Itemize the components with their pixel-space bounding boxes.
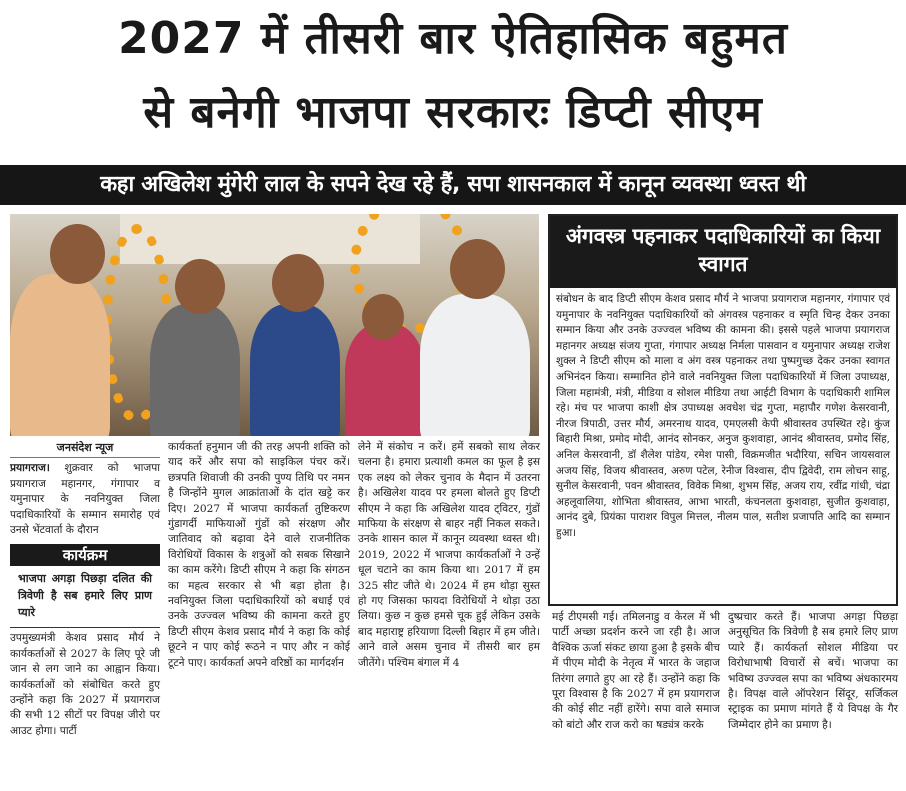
headline-line-1: 2027 में तीसरी बार ऐतिहासिक बहुमत (118, 13, 788, 64)
column-3 (358, 440, 540, 671)
person-woman-head (362, 294, 404, 340)
person-right-white (420, 294, 530, 436)
subheadline: कहा अखिलेश मुंगेरी लाल के सपने देख रहे हैं, सपा शासनकाल में कानून व्यवस्था ध्वस्त थी (0, 165, 906, 205)
column-1 (10, 440, 160, 739)
byline: जनसंदेश न्यूज (10, 440, 160, 458)
column-1-text-2: उपमुख्यमंत्री केशव प्रसाद मौर्य ने कार्यकर्ताओं से 2027 के लिए पूरे जी जान से लग जाने का आह्वान किया। कार्यकर्ताओं को संबोधित करते हुए उन्होंने कहा कि 2027 में प्रयागराज की सभी 12 सीटों पर विपक्ष जीरो पर आउट होगा। पार्टी (10, 632, 160, 737)
headline-line-2: से बनेगी भाजपा सरकारः डिप्टी सीएम (143, 87, 763, 138)
news-photo (10, 214, 539, 436)
sidebox (548, 214, 898, 606)
person-left (10, 274, 110, 436)
sidebox-text: संबोधन के बाद डिप्टी सीएम केशव प्रसाद मौर्य ने भाजपा प्रयागराज महानगर, गंगापार एवं यमुनापार के नवनियुक्त पदाधिकारियों को अंगवस्त्र पहनाकर व स्मृति चिन्ह देकर उनका सम्मान किया और उनके उज्ज्वल भविष्य की कामना की। इससे पहले भाजपा प्रयागराज महानगर अध्यक्ष संजय गुप्ता, गंगापार अध्यक्ष निर्मला पासवान व यमुनापार अध्यक्ष राजेश शुक्ल ने डिप्टी सीएम को माला व अंग वस्त्र पहनाकर तथा पुष्पगुच्छ देकर उनका स्वागत अभिनंदन किया। सम्मानित होने वाले नवनियुक्त जिला पदाधिकारियों में जिला उपाध्यक्ष, जिला महामंत्री, मंत्री, मीडिया व सोशल मीडिया तथा आईटी विभाग के पदाधिकारी शामिल रहे। मंच पर भाजपा काशी क्षेत्र उपाध्यक्ष अवधेश चंद्र गुप्ता, महापौर गणेश केसरवानी, नीरज त्रिपाठी, उत्तर मौर्य, अमरनाथ यादव, एमएलसी केपी श्रीवास्तव उपस्थित रहे। कुंज बिहारी मिश्रा, प्रमोद मोदी, आनंद सोनकर, अनुज कुशवाहा, आनंद श्रीवास्तव, प्रमोद सिंह, अनिल केसरवानी, डॉ शैलेश पांडेय, रमेश पासी, विक्रमजीत भदौरिया, सचिन जायसवाल अजय सिंह, विजय श्रीवास्तव, अरुण पटेल, रेनीज विश्वास, दीप द्विवेदी, राम लोचन साहू, सुनील केसरवानी, पवन श्रीवास्तव, विवेक मिश्रा, शुभम सिंह, अजय राय, रवींद्र गांधी, चंद्रा अहलूवालिया, शोभिता श्रीवास्तव, आभा भारती, कंचनलता कुशवाहा, सुजीत कुशवाहा, आनंद दुबे, प्रियंका पाराशर विपुल मित्तल, नीलम पाल, सतीश प्रजापति आदि का सम्मान हुआ। (556, 293, 890, 539)
column-2 (168, 440, 350, 671)
column-5-text: दुष्प्रचार करते हैं। भाजपा अगड़ा पिछड़ा अनुसूचित कि त्रिवेणी है सब हमारे लिए प्राण प्यारे हैं। कार्यकर्ता सोशल मीडिया पर विरोधाभाषी विचारों से बचें। भाजपा का भविष्य उज्ज्वल सपा का भविष्य अंधकारमय है। विपक्ष वाले ऑपरेशन सिंदूर, सर्जिकल स्ट्राइक का प्रमाण मांगते हैं ये विपक्ष के गैर जिम्मेदार होने का प्रमाण है। (728, 611, 898, 731)
column-5 (728, 610, 898, 733)
column-1-intro (10, 461, 160, 538)
person-grey (150, 304, 240, 436)
person-right-head (450, 239, 505, 299)
person-center-head (272, 254, 324, 312)
person-grey-head (175, 259, 225, 314)
karyakram-banner: कार्यक्रम (10, 544, 160, 566)
pull-quote: भाजपा अगड़ा पिछड़ा दलित की त्रिवेणी है सब हमारे लिए प्राण प्यारे (10, 566, 160, 628)
person-left-head (50, 224, 105, 284)
sidebox-title: अंगवस्त्र पहनाकर पदाधिकारियों का किया स्वागत (550, 216, 896, 288)
column-4 (552, 610, 720, 733)
column-2-text: कार्यकर्ता हनुमान जी की तरह अपनी शक्ति को याद करें और सपा को साइकिल पंचर करें। छत्रपति शिवाजी की उनकी पुण्य तिथि पर नमन है जिन्होंने मुगल आक्रांताओं के दांत खट्टे कर दिए। 2027 में भाजपा कार्यकर्ता तुष्टिकरण गुंडागर्दी माफियाओं गुंडों को संरक्षण और जातिवाद को बढ़ावा देने वाले राजनीतिक विरोधियों विकास के शत्रुओं को सबक सिखाने का काम करेंगे। डिप्टी सीएम ने कहा कि संगठन का महत्व सरकार से भी बड़ा होता है। नवनियुक्त जिला पदाधिकारियों को बधाई एवं उनके उज्ज्वल भविष्य की कामना करते हुए डिप्टी सीएम केशव प्रसाद मौर्य ने कहा कि कोई छूटने न पाए कोई रूठने न पाए और न कोई टूटने पाए। कार्यकर्ता अपने वरिष्ठों का मार्गदर्शन (168, 441, 350, 669)
person-woman (345, 324, 425, 436)
column-3-text: लेने में संकोच न करें। हमें सबको साथ लेकर चलना है। हमारा प्रत्याशी कमल का फूल है इस एक लक्ष्य को लेकर चुनाव के मैदान में उतरना है। अखिलेश यादव पर हमला बोलते हुए डिप्टी सीएम ने कहा कि अखिलेश यादव ट्विटर, गुंडों माफिया के संरक्षण से बाहर नहीं निकल सकते। उनके शासन काल में कानून व्यवस्था ध्वस्त थी। 2019, 2022 में भाजपा कार्यकर्ताओं ने उन्हें धूल चटाने का काम किया था। 2017 में हम 325 सीट जीते थे। 2024 में हम थोड़ा सुस्त हो गए जिसका फायदा विरोधियों ने थोड़ा उठा लिया। कुछ न कुछ हमसे चूक हुई लेकिन उसके बाद महाराष्ट्र हरियाणा दिल्ली बिहार में हम जीते। आने वाले असम चुनाव में तीसरी बार हम जीतेंगे। पश्चिम बंगाल में 4 (358, 441, 540, 669)
headline (0, 0, 906, 160)
column-1-text: शुक्रवार को भाजपा प्रयागराज महानगर, गंगापार व यमुनापार के नवनियुक्त जिला पदाधिकारियों के सम्मान समारोह एवं उनसे भेंटवार्ता के दौरान (10, 462, 160, 537)
dateline-place: प्रयागराज। (10, 462, 50, 475)
column-4-text: मई टीएमसी गई। तमिलनाडु व केरल में भी पार्टी अच्छा प्रदर्शन करने जा रही है। आज वैश्विक ऊर्जा संकट छाया हुआ है इसके बीच में पीएम मोदी के नेतृत्व में भारत के जहाज तिरंगा लगाते हुए आ रहे हैं। उन्होंने कहा कि पूरा विश्वास है कि 2027 में हम प्रयागराज की कोई सीट नहीं हारेंगे। सपा वाले समाज को बांटो और राज करो का षड्यंत्र करके (552, 611, 720, 731)
person-center-blue (250, 304, 340, 436)
